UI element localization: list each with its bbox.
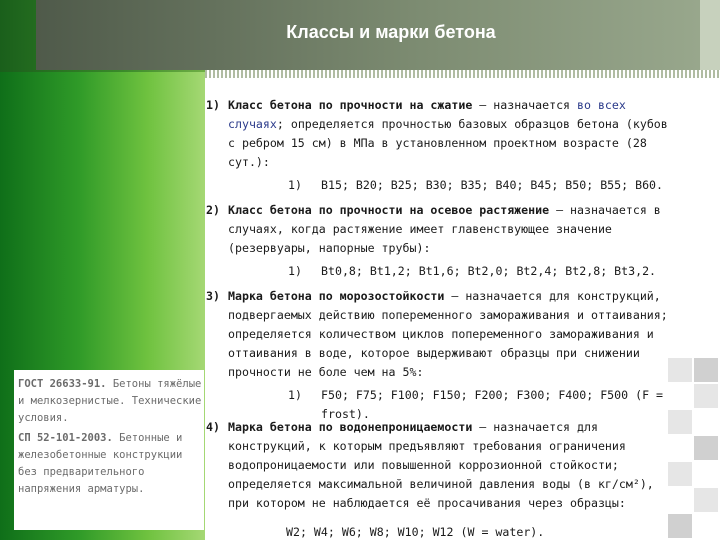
sub-item-number: 1) — [288, 388, 302, 402]
item-text: – назначается для конструкций, к которым предъявляют требования ограничения водопроницаемости или повышенной коррозионной стойкости; определяется максимальной величиной давления воды (в кг/см²), при котором не наблюдается её просачивания через образцы: — [228, 420, 654, 510]
title-bar — [36, 0, 720, 70]
item-text: ; определяется прочностью базовых образцов бетона (кубов с ребром 15 см) в МПа в установленном проектном возрасте (28 сут.): — [228, 117, 668, 169]
sub-item — [206, 523, 680, 542]
item-heading: Класс бетона по прочности на осевое растяжение — [228, 203, 550, 217]
gost-code: ГОСТ 26633-91. — [18, 378, 107, 390]
title-right-strip — [700, 0, 720, 70]
sub-item-number: 1) — [288, 264, 302, 278]
item-heading: Марка бетона по морозостойкости — [228, 289, 445, 303]
main-content — [206, 96, 680, 542]
sub-item-number: 1) — [288, 178, 302, 192]
sub-item-text: Bt0,8; Bt1,2; Bt1,6; Bt2,0; Bt2,4; Bt2,8; Bt3,2. — [321, 264, 657, 278]
item-number: 3) — [206, 289, 220, 303]
sub-item-text: W2; W4; W6; W8; W10; W12 (W = water). — [286, 525, 545, 539]
list-item — [206, 287, 680, 382]
item-number: 4) — [206, 420, 220, 434]
gost-reference — [18, 376, 202, 427]
item-number: 1) — [206, 98, 220, 112]
item-text: – назначается — [472, 98, 578, 112]
sp-code: СП 52-101-2003. — [18, 432, 113, 444]
sp-reference — [18, 430, 202, 498]
sub-item-text: F50; F75; F100; F150; F200; F300; F400; F500 (F = frost). — [321, 388, 664, 421]
list-item — [206, 418, 680, 513]
item-text: – назначается для конструкций, подвергаемых действию попеременного замораживания и оттаивания; определяется количеством циклов попеременного замораживания и оттаивания в воде, которое выдерживают образцы при снижении прочности не боле чем на 5%: — [228, 289, 668, 379]
sub-item-text: B15; B20; B25; B30; B35; B40; B45; B50; B55; B60. — [321, 178, 664, 192]
item-number: 2) — [206, 203, 220, 217]
sp-text: Бетонные и железобетонные конструкции без предварительного напряжения арматуры. — [18, 432, 183, 495]
list-item — [206, 201, 680, 258]
item-text: – назначается в случаях, когда растяжение имеет главенствующее значение (резервуары, напорные трубы): — [228, 203, 661, 255]
item-heading: Марка бетона по водонепроницаемости — [228, 420, 473, 434]
sub-item — [206, 262, 680, 281]
gost-text: Бетоны тяжёлые и мелкозернистые. Технические условия. — [18, 378, 202, 424]
standards-box — [14, 370, 204, 530]
item-highlight: во всех случаях — [228, 98, 626, 131]
item-heading: Класс бетона по прочности на сжатие — [228, 98, 473, 112]
list-item — [206, 96, 680, 172]
deco-square — [694, 384, 718, 408]
deco-square — [694, 436, 718, 460]
title-dotted-divider — [205, 70, 720, 78]
slide-title: Классы и марки бетона — [286, 22, 496, 42]
deco-square — [694, 358, 718, 382]
deco-square — [694, 488, 718, 512]
sub-item — [206, 176, 680, 195]
